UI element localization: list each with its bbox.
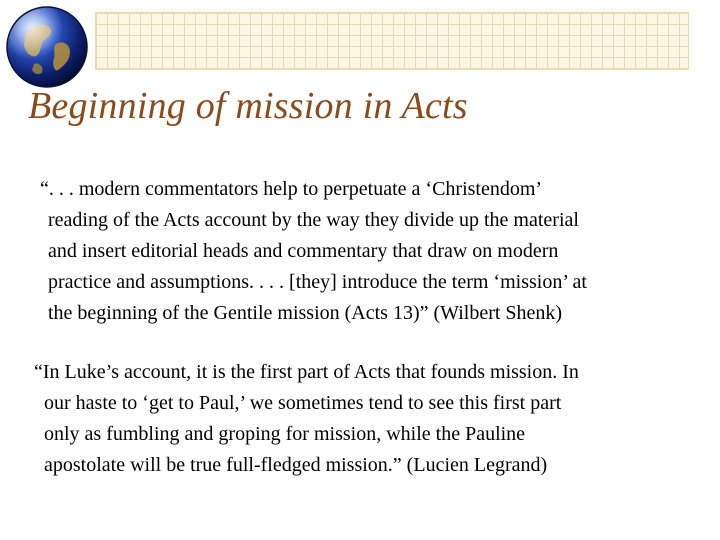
globe-icon [4,4,90,90]
quote-line: “. . . modern commentators help to perpetuate a ‘Christendom’ [40,178,543,200]
quote-line: reading of the Acts account by the way they divide up the material [48,209,579,231]
quote-line: practice and assumptions. . . . [they] introduce the term ‘mission’ at [48,271,587,293]
grid-band [95,12,689,70]
quote-line: only as fumbling and groping for mission, while the Pauline [44,423,526,445]
quote-line: “In Luke’s account, it is the first part of Acts that founds mission. In [34,361,579,383]
slide-title: Beginning of mission in Acts [28,85,468,127]
quote-line: our haste to ‘get to Paul,’ we sometimes tend to see this first part [44,392,562,414]
quote-line: the beginning of the Gentile mission (Acts 13)” (Wilbert Shenk) [48,302,563,324]
quote-line: apostolate will be true full-fledged mission.” (Lucien Legrand) [44,454,548,476]
quote-shenk [40,174,587,329]
quote-legrand [34,357,579,481]
quote-line: and insert editorial heads and commentary that draw on modern [48,240,559,262]
